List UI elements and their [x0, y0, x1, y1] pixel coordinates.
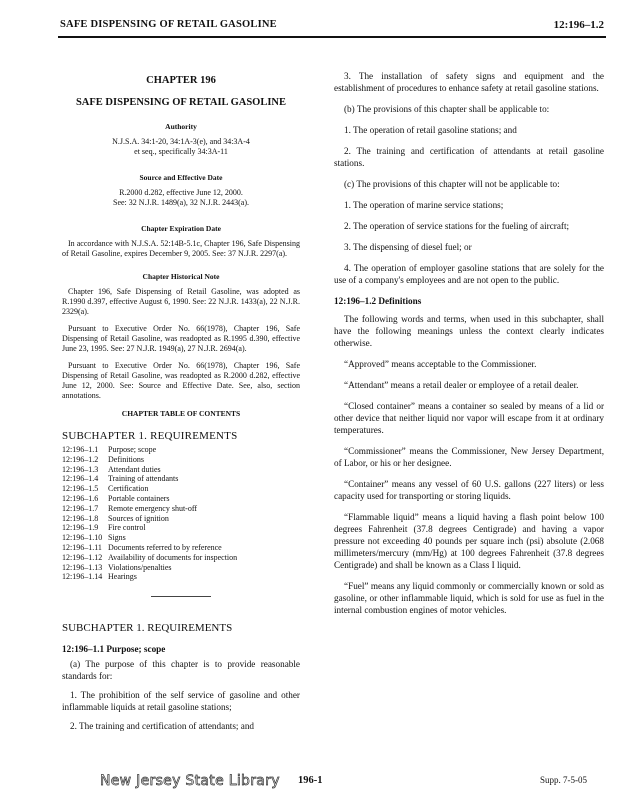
toc-heading: CHAPTER TABLE OF CONTENTS [121, 409, 241, 418]
authority-line: N.J.S.A. 34:1-20, 34:1A-3(e), and 34:3A-4 [112, 137, 250, 146]
definition-attendant: “Attendant” means a retail dealer or employee of a retail dealer. [344, 380, 579, 390]
toc-row [62, 445, 237, 455]
toc-row [62, 455, 237, 465]
source-citation [62, 188, 300, 208]
toc-section-number: 12:196–1.1 [62, 445, 99, 454]
paragraph-b: (b) The provisions of this chapter shall be applicable to: [344, 104, 550, 114]
toc-section-title: Hearings [108, 572, 137, 582]
header-section-number: 12:196–1.2 [553, 19, 604, 31]
authority-line: et seq., specifically 34:3A-11 [134, 147, 228, 156]
toc-section-number: 12:196–1.10 [62, 533, 103, 543]
toc-subchapter-heading: SUBCHAPTER 1. REQUIREMENTS [62, 430, 238, 442]
paragraph-a1: 1. The prohibition of the self service of gasoline and other inflammable liquids at retail gasoline stations; [62, 690, 300, 713]
toc-section-title: Fire control [108, 523, 146, 533]
toc-section-title: Portable containers [108, 493, 170, 503]
supplement-date: Supp. 7-5-05 [540, 775, 587, 785]
chapter-title: SAFE DISPENSING OF RETAIL GASOLINE [75, 97, 287, 108]
history-heading: Chapter Historical Note [142, 272, 220, 281]
definition-approved: “Approved” means acceptable to the Commissioner. [344, 359, 537, 369]
toc-section-number: 12:196–1.8 [62, 513, 99, 523]
definition-flammable-liquid: “Flammable liquid” means a liquid having a flash point below 100 degrees Fahrenheit (37.8 degrees Centigrade) and having a vapor pressure not exceeding 40 pounds per square inch (psi) absolute (2.068 millimeters/mercury (mm/Hg) at 100 degrees Fahrenheit (37.8 degrees Centigrade) and shall be known as a Class I liquid. [334, 512, 604, 570]
toc-section-number: 12:196–1.12 [62, 552, 103, 562]
chapter-number: CHAPTER 196 [146, 75, 216, 86]
toc-row [62, 543, 237, 553]
toc-section-title: Attendant duties [108, 464, 161, 474]
left-column [62, 70, 300, 739]
toc-row [62, 523, 237, 533]
toc-section-title: Documents referred to by reference [108, 542, 222, 552]
section-heading-definitions: 12:196–1.2 Definitions [334, 296, 422, 306]
toc-section-number: 12:196–1.11 [62, 542, 102, 552]
library-watermark: New Jersey State Library [100, 773, 280, 789]
subchapter-heading: SUBCHAPTER 1. REQUIREMENTS [62, 622, 233, 635]
authority-citation [62, 137, 300, 157]
paragraph-c4: 4. The operation of employer gasoline stations that are solely for the use of a company's employees and are not open to the public. [334, 263, 604, 285]
toc-section-number: 12:196–1.5 [62, 484, 99, 494]
paragraph-b2: 2. The training and certification of attendants at retail gasoline stations. [334, 146, 604, 168]
definition-fuel: “Fuel” means any liquid commonly or commercially known or sold as gasoline, or other inflammable liquid, which is sold for use as fuel in the internal combustion engines of motor vehicles. [334, 581, 604, 615]
toc-section-number: 12:196–1.13 [62, 562, 103, 572]
section-heading-purpose: 12:196–1.1 Purpose; scope [62, 644, 166, 655]
toc-row [62, 484, 237, 494]
toc-section-title: Sources of ignition [108, 513, 169, 523]
paragraph-c3: 3. The dispensing of diesel fuel; or [344, 242, 472, 252]
toc-row [62, 514, 237, 524]
expiration-heading: Chapter Expiration Date [141, 224, 221, 233]
header-title: SAFE DISPENSING OF RETAIL GASOLINE [60, 19, 277, 30]
toc-row [62, 474, 237, 484]
toc-row [62, 553, 237, 563]
toc-row [62, 504, 237, 514]
source-line: See: 32 N.J.R. 1489(a), 32 N.J.R. 2443(a). [113, 198, 249, 207]
toc-section-number: 12:196–1.6 [62, 493, 99, 503]
paragraph-a3: 3. The installation of safety signs and equipment and the establishment of procedures to enhance safety at retail gasoline stations. [334, 71, 604, 93]
right-column [334, 70, 604, 625]
toc-section-title: Signs [108, 533, 126, 543]
paragraph-c: (c) The provisions of this chapter will not be applicable to: [344, 179, 560, 189]
toc-section-title: Certification [108, 484, 149, 494]
toc-section-number: 12:196–1.7 [62, 503, 99, 513]
definition-container: “Container” means any vessel of 60 U.S. gallons (227 liters) or less capacity used for transporting or storing liquids. [334, 479, 604, 501]
definitions-intro: The following words and terms, when used in this subchapter, shall have the following meanings unless the context clearly indicates otherwise. [334, 314, 604, 348]
toc-row [62, 572, 237, 582]
history-paragraph: Pursuant to Executive Order No. 66(1978), Chapter 196, Safe Dispensing of Retail Gasoline, was readopted as R.1995 d.390, effective June 23, 1995. See: 27 N.J.R. 1949(a), 27 N.J.R. 2694(a). [62, 324, 300, 353]
paragraph-a: (a) The purpose of this chapter is to provide reasonable standards for: [62, 659, 300, 682]
authority-heading: Authority [165, 122, 197, 131]
source-line: R.2000 d.282, effective June 12, 2000. [119, 188, 243, 197]
table-of-contents [62, 445, 237, 582]
definition-closed-container: “Closed container” means a container so sealed by means of a lid or other device that neither liquid nor vapor will escape from it at ordinary temperatures. [334, 401, 604, 435]
section-divider [151, 596, 211, 597]
toc-section-title: Purpose; scope [108, 445, 157, 454]
history-paragraph: Chapter 196, Safe Dispensing of Retail Gasoline, was adopted as R.1990 d.397, effective August 6, 1990. See: 22 N.J.R. 1433(a), 22 N.J.R. 2329(a). [62, 287, 300, 316]
toc-row [62, 465, 237, 475]
toc-section-title: Availability of documents for inspection [108, 552, 238, 562]
paragraph-b1: 1. The operation of retail gasoline stations; and [344, 125, 517, 135]
toc-section-number: 12:196–1.14 [62, 572, 103, 582]
page-number: 196-1 [298, 775, 323, 786]
paragraph-a2: 2. The training and certification of attendants; and [70, 721, 255, 732]
expiration-note: In accordance with N.J.S.A. 52:14B-5.1c, Chapter 196, Safe Dispensing of Retail Gasoline, expires December 9, 2005. See: 37 N.J.R. 2297(a). [62, 239, 300, 258]
running-header [58, 16, 606, 38]
source-heading: Source and Effective Date [139, 173, 223, 182]
toc-section-number: 12:196–1.4 [62, 474, 99, 484]
history-paragraph: Pursuant to Executive Order No. 66(1978), Chapter 196, Safe Dispensing of Retail Gasoline, was readopted as R.2000 d.282, effective June 12, 2000. See: Source and Effective Date. See, also, section annotations. [62, 361, 300, 400]
toc-section-number: 12:196–1.9 [62, 523, 99, 533]
toc-section-title: Definitions [108, 454, 144, 464]
toc-section-title: Training of attendants [108, 474, 179, 484]
toc-row [62, 533, 237, 543]
toc-section-title: Violations/penalties [108, 562, 172, 572]
toc-section-number: 12:196–1.3 [62, 464, 99, 474]
toc-section-number: 12:196–1.2 [62, 454, 99, 464]
paragraph-c1: 1. The operation of marine service stations; [344, 200, 504, 210]
toc-section-title: Remote emergency shut-off [108, 503, 198, 513]
toc-row [62, 563, 237, 573]
paragraph-c2: 2. The operation of service stations for the fueling of aircraft; [344, 221, 570, 231]
definition-commissioner: “Commissioner” means the Commissioner, New Jersey Department, of Labor, or his or her designee. [334, 446, 604, 468]
toc-row [62, 494, 237, 504]
